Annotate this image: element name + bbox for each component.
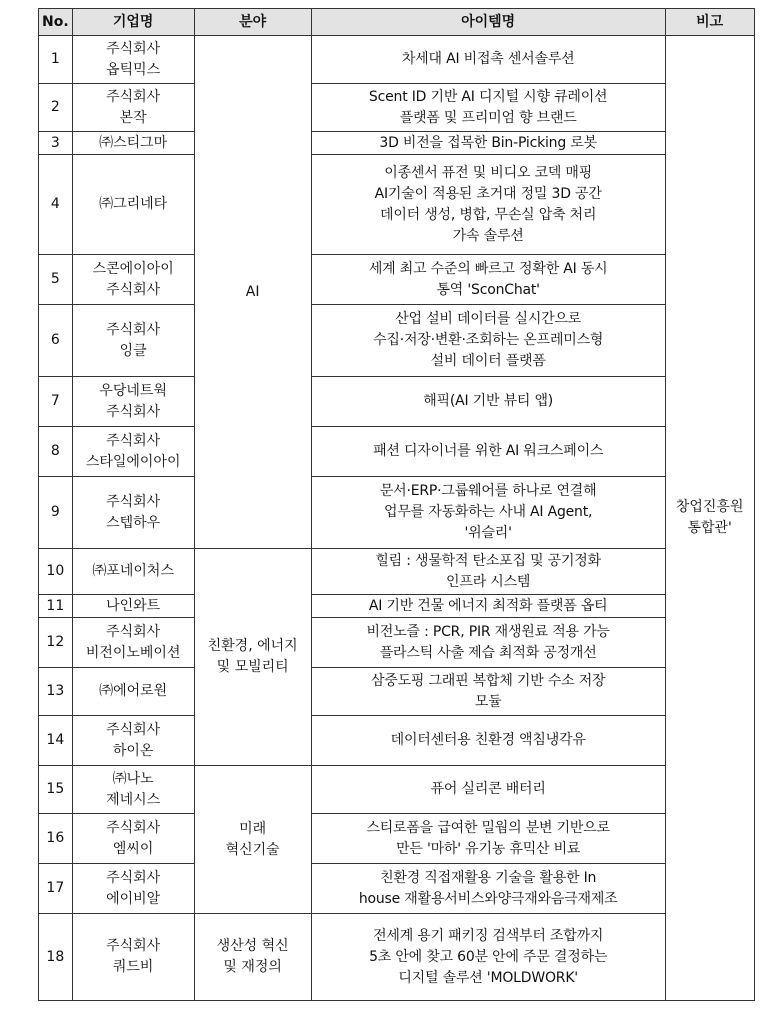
field-category: AI — [194, 36, 311, 549]
company-name: 주식회사 하이온 — [72, 716, 194, 766]
item-name: 3D 비전을 접목한 Bin-Picking 로봇 — [311, 132, 665, 155]
table-row — [39, 305, 755, 377]
header-no: No. — [39, 9, 73, 36]
company-name: 주식회사 에이비알 — [72, 864, 194, 914]
item-name: 스티로폼을 급여한 밀웜의 분변 기반으로 만든 '마하' 유기농 휴믹산 비료 — [311, 814, 665, 864]
item-name: 패션 디자이너를 위한 AI 워크스페이스 — [311, 427, 665, 477]
table-row — [39, 814, 755, 864]
company-name: ㈜스티그마 — [72, 132, 194, 155]
table-row — [39, 255, 755, 305]
item-name: AI 기반 건물 에너지 최적화 플랫폼 옵티 — [311, 595, 665, 618]
company-name: ㈜에어로원 — [72, 668, 194, 716]
row-number: 16 — [39, 814, 73, 864]
table-row — [39, 914, 755, 1001]
row-number: 5 — [39, 255, 73, 305]
company-name: 스콘에이아이 주식회사 — [72, 255, 194, 305]
table-row — [39, 36, 755, 84]
item-name: 데이터센터용 친환경 액침냉각유 — [311, 716, 665, 766]
header-item: 아이템명 — [311, 9, 665, 36]
header-company: 기업명 — [72, 9, 194, 36]
table-row — [39, 84, 755, 132]
table-row — [39, 132, 755, 155]
row-number: 15 — [39, 766, 73, 814]
item-name: 퓨어 실리콘 배터리 — [311, 766, 665, 814]
header-field: 분야 — [194, 9, 311, 36]
item-name: 친환경 직접재활용 기술을 활용한 In house 재활용서비스와양극재와음극재제조 — [311, 864, 665, 914]
company-name: 주식회사 스타일에이아이 — [72, 427, 194, 477]
item-name: 세계 최고 수준의 빠르고 정확한 AI 동시 통역 'SconChat' — [311, 255, 665, 305]
row-number: 8 — [39, 427, 73, 477]
item-name: Scent ID 기반 AI 디지털 시향 큐레이션 플랫폼 및 프리미엄 향 브랜드 — [311, 84, 665, 132]
table-row — [39, 549, 755, 595]
row-number: 10 — [39, 549, 73, 595]
row-number: 18 — [39, 914, 73, 1001]
row-number: 7 — [39, 377, 73, 427]
header-note: 비고 — [665, 9, 754, 36]
item-name: 비전노즐 : PCR, PIR 재생원료 적용 가능 플라스틱 사출 제습 최적화 공정개선 — [311, 618, 665, 668]
item-name: 해픽(AI 기반 뷰티 앱) — [311, 377, 665, 427]
company-name: ㈜나노 제네시스 — [72, 766, 194, 814]
company-name: ㈜포네이처스 — [72, 549, 194, 595]
field-category: 친환경, 에너지 및 모빌리티 — [194, 549, 311, 766]
row-number: 2 — [39, 84, 73, 132]
company-name: 나인와트 — [72, 595, 194, 618]
table-row — [39, 377, 755, 427]
item-name: 삼중도핑 그래핀 복합체 기반 수소 저장 모듈 — [311, 668, 665, 716]
company-item-table — [38, 8, 755, 1001]
row-number: 1 — [39, 36, 73, 84]
row-number: 17 — [39, 864, 73, 914]
table-row — [39, 477, 755, 549]
field-category: 생산성 혁신 및 재정의 — [194, 914, 311, 1001]
table-row — [39, 766, 755, 814]
item-name: 힐림 : 생물학적 탄소포집 및 공기정화 인프라 시스템 — [311, 549, 665, 595]
field-category: 미래 혁신기술 — [194, 766, 311, 914]
row-number: 12 — [39, 618, 73, 668]
note-cell: 창업진흥원 통합관' — [665, 36, 754, 1001]
company-name: 주식회사 쿼드비 — [72, 914, 194, 1001]
header-row — [39, 9, 755, 36]
company-name: ㈜그리네타 — [72, 155, 194, 255]
company-name: 주식회사 엠씨이 — [72, 814, 194, 864]
row-number: 11 — [39, 595, 73, 618]
company-name: 주식회사 옵틱믹스 — [72, 36, 194, 84]
table-row — [39, 595, 755, 618]
company-name: 주식회사 스텝하우 — [72, 477, 194, 549]
company-name: 주식회사 본작 — [72, 84, 194, 132]
table-row — [39, 618, 755, 668]
row-number: 14 — [39, 716, 73, 766]
table-row — [39, 155, 755, 255]
item-name: 이종센서 퓨전 및 비디오 코덱 매핑 AI기술이 적용된 초거대 정밀 3D 공간 데이터 생성, 병합, 무손실 압축 처리 가속 솔루션 — [311, 155, 665, 255]
row-number: 4 — [39, 155, 73, 255]
item-name: 산업 설비 데이터를 실시간으로 수집·저장·변환·조회하는 온프레미스형 설비 데이터 플랫폼 — [311, 305, 665, 377]
item-name: 전세계 용기 패키징 검색부터 조합까지 5초 안에 찾고 60분 안에 주문 결정하는 디지털 솔루션 'MOLDWORK' — [311, 914, 665, 1001]
company-name: 주식회사 비전이노베이션 — [72, 618, 194, 668]
table-row — [39, 864, 755, 914]
table-row — [39, 427, 755, 477]
row-number: 9 — [39, 477, 73, 549]
row-number: 13 — [39, 668, 73, 716]
table-row — [39, 716, 755, 766]
company-name: 주식회사 잉클 — [72, 305, 194, 377]
table-body — [39, 36, 755, 1001]
item-name: 차세대 AI 비접촉 센서솔루션 — [311, 36, 665, 84]
company-name: 우당네트웍 주식회사 — [72, 377, 194, 427]
row-number: 3 — [39, 132, 73, 155]
item-name: 문서·ERP·그룹웨어를 하나로 연결해 업무를 자동화하는 사내 AI Agent, '위슬리' — [311, 477, 665, 549]
row-number: 6 — [39, 305, 73, 377]
table-row — [39, 668, 755, 716]
